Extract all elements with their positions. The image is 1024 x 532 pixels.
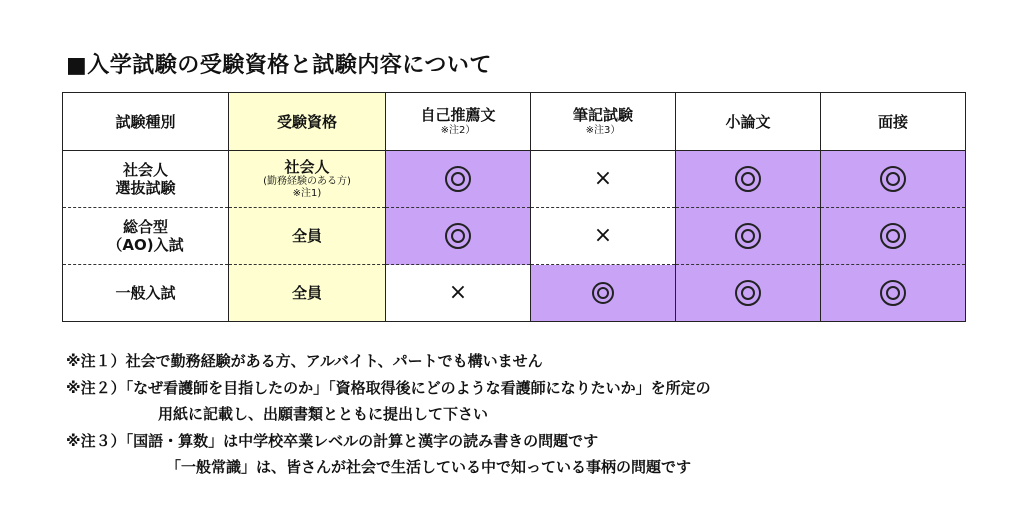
- header-interview: 面接: [821, 93, 966, 151]
- self-recommendation-cell: [386, 151, 531, 208]
- header-written-exam-label: 筆記試験: [572, 106, 633, 124]
- interview-cell: [821, 208, 966, 265]
- note-1: ※注１）社会で勤務経験がある方、アルバイト、パートでも構いません: [66, 352, 543, 370]
- note-2: ※注２）「なぜ看護師を目指したのか」「資格取得後にどのような看護師になりたいか」を所定の: [66, 378, 711, 397]
- interview-cell: [821, 151, 966, 208]
- written-exam-cell: [531, 208, 676, 265]
- self-recommendation-cell: [386, 208, 531, 265]
- table-row: [63, 265, 966, 322]
- page-title: ■入学試験の受験資格と試験内容について: [66, 53, 492, 78]
- double-circle-icon: [880, 280, 906, 306]
- notes-section: [66, 348, 711, 481]
- cross-mark: ×: [593, 222, 613, 248]
- note-2-continued: 用紙に記載し、出願書類とともに提出して下さい: [158, 405, 489, 423]
- note-3-continued: 「一般常識」は、皆さんが社会で生活している中で知っている事柄の問題です: [166, 458, 692, 476]
- exam-type-line1: 社会人: [122, 161, 168, 179]
- qualification-note: ※注1): [292, 188, 322, 199]
- qualification-cell: 全員: [229, 208, 386, 265]
- double-circle-icon: [735, 280, 761, 306]
- double-circle-icon: [735, 166, 761, 192]
- header-qualification: 受験資格: [229, 93, 386, 151]
- double-circle-icon: [880, 166, 906, 192]
- short-essay-cell: [676, 265, 821, 322]
- double-circle-icon: [880, 223, 906, 249]
- self-recommendation-cell: [386, 265, 531, 322]
- header-self-recommendation-label: 自己推薦文: [420, 106, 496, 124]
- header-written-exam: [531, 93, 676, 151]
- header-self-recommendation: [386, 93, 531, 151]
- cross-mark: ×: [448, 279, 468, 305]
- qualification-cell: 全員: [229, 265, 386, 322]
- double-circle-icon: [592, 282, 614, 304]
- table-row: [63, 151, 966, 208]
- double-circle-icon: [445, 166, 471, 192]
- header-written-exam-note: ※注3）: [585, 125, 621, 136]
- double-circle-icon: [735, 223, 761, 249]
- exam-type-cell: 一般入試: [63, 265, 229, 322]
- exam-type-line2: （AO)入試: [107, 236, 184, 254]
- header-self-recommendation-note: ※注2）: [440, 125, 476, 136]
- exam-table: [62, 92, 966, 322]
- header-short-essay: 小論文: [676, 93, 821, 151]
- written-exam-cell: [531, 151, 676, 208]
- qualification-main: 社会人: [284, 158, 330, 176]
- header-exam-type: 試験種別: [63, 93, 229, 151]
- exam-type-cell: [63, 208, 229, 265]
- written-exam-cell: [531, 265, 676, 322]
- double-circle-icon: [445, 223, 471, 249]
- qualification-sub: (勤務経験のある方): [263, 176, 351, 187]
- table-header-row: [63, 93, 966, 151]
- qualification-cell: [229, 151, 386, 208]
- exam-type-line1: 総合型: [122, 218, 168, 236]
- interview-cell: [821, 265, 966, 322]
- note-3: ※注３）「国語・算数」は中学校卒業レベルの計算と漢字の読み書きの問題です: [66, 431, 599, 450]
- short-essay-cell: [676, 151, 821, 208]
- short-essay-cell: [676, 208, 821, 265]
- exam-type-cell: [63, 151, 229, 208]
- table-row: [63, 208, 966, 265]
- exam-type-line2: 選抜試験: [115, 179, 176, 197]
- cross-mark: ×: [593, 165, 613, 191]
